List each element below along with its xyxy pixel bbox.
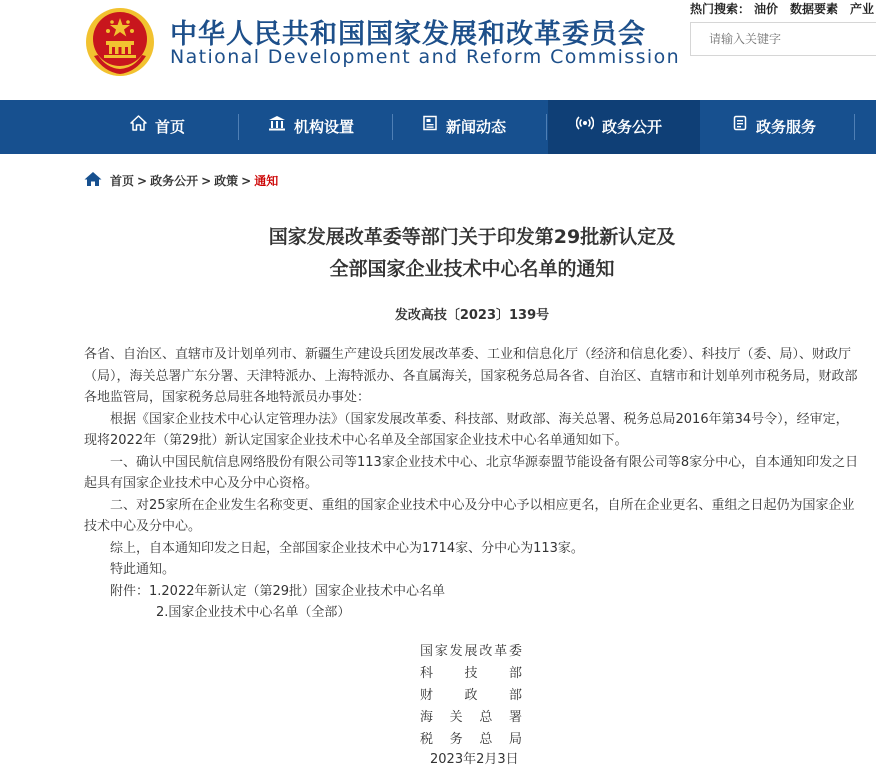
body-paragraph: 综上，自本通知印发之日起，全部国家企业技术中心为1714家、分中心为113家。 <box>110 540 584 556</box>
hot-keyword-link[interactable]: 油价 <box>754 2 779 16</box>
document-icon <box>732 99 748 153</box>
closing-line: 特此通知。 <box>110 562 176 577</box>
nav-item-label: 机构设置 <box>294 118 355 136</box>
newspaper-icon <box>422 99 438 153</box>
breadcrumb-separator: > <box>241 174 252 188</box>
attachment-link[interactable]: 2.国家企业技术中心名单（全部） <box>156 605 351 620</box>
broadcast-icon <box>576 99 594 153</box>
breadcrumb-link[interactable]: 首页 <box>110 174 135 188</box>
nav-divider <box>392 114 393 140</box>
issue-date: 2023年2月3日 <box>430 752 519 767</box>
attachment-link[interactable]: 附件：1.2022年新认定（第29批）国家企业技术中心名单 <box>110 583 446 599</box>
nav-item-label: 政务服务 <box>756 118 817 136</box>
search-input[interactable] <box>690 22 876 56</box>
breadcrumb-separator: > <box>137 174 148 188</box>
signer: 财政部 <box>420 688 522 703</box>
hot-keyword-link[interactable]: 产业 <box>850 2 875 16</box>
nav-divider <box>238 114 239 140</box>
building-icon <box>268 99 286 153</box>
home-icon[interactable] <box>84 171 102 190</box>
article-title-line1: 国家发展改革委等部门关于印发第29批新认定及 <box>268 226 676 248</box>
nav-item-label: 政务公开 <box>602 118 663 136</box>
site-title-english[interactable]: National Development and Reform Commission <box>170 46 681 68</box>
breadcrumb-link[interactable]: 政策 <box>214 174 239 188</box>
breadcrumb <box>84 172 278 190</box>
nav-item-home[interactable] <box>130 100 185 154</box>
nav-item-label: 新闻动态 <box>446 118 507 136</box>
nav-divider <box>546 114 547 140</box>
body-paragraph: 二、对25家所在企业发生名称变更、重组的国家企业技术中心及分中心予以相应更名，自所在企业更名、重组之日起仍为国家企业技术中心及分中心。 <box>84 497 855 534</box>
home-icon <box>130 99 147 153</box>
body-paragraph: 根据《国家企业技术中心认定管理办法》（国家发展改革委、科技部、财政部、海关总署、税务总局2016年第34号令），经审定，现将2022年（第29批）新认定国家企业技术中心名单及全部国家企业技术中心名单通知如下。 <box>84 411 849 448</box>
hot-search <box>690 0 876 17</box>
document-number: 发改高技〔2023〕139号 <box>394 308 550 323</box>
nav-item-news[interactable] <box>422 100 506 154</box>
breadcrumb-link[interactable]: 政务公开 <box>150 174 199 188</box>
article-body <box>84 344 860 624</box>
breadcrumb-separator: > <box>201 174 212 188</box>
signer: 国家发展改革委 <box>420 644 522 659</box>
nav-item-government-services[interactable] <box>732 100 816 154</box>
signer: 海关总署 <box>420 710 522 725</box>
nav-divider <box>854 114 855 140</box>
nav-item-organization[interactable] <box>268 100 354 154</box>
hot-search-label: 热门搜索： <box>690 2 751 16</box>
site-header <box>0 0 876 100</box>
hot-keyword-link[interactable]: 数据要素 <box>790 2 839 16</box>
signer: 税务总局 <box>420 732 522 747</box>
addressee-paragraph: 各省、自治区、直辖市及计划单列市、新疆生产建设兵团发展改革委、工业和信息化厅（经济和信息化委）、科技厅（委、局）、财政厅（局），海关总署广东分署、天津特派办、上海特派办、各直属海关，国家税务总局各省、自治区、直辖市和计划单列市税务局，财政部各地监管局，国家税务总局驻各地特派员办事处： <box>84 347 858 405</box>
nav-item-label: 首页 <box>155 118 186 136</box>
national-emblem-icon[interactable] <box>84 6 156 78</box>
signer: 科技部 <box>420 666 522 681</box>
main-nav <box>0 100 876 154</box>
nav-item-government-affairs[interactable] <box>548 100 700 154</box>
site-title-chinese[interactable]: 中华人民共和国国家发展和改革委员会 <box>170 19 646 50</box>
breadcrumb-current[interactable]: 通知 <box>254 174 279 188</box>
article-title-line2: 全部国家企业技术中心名单的通知 <box>329 258 615 280</box>
body-paragraph: 一、确认中国民航信息网络股份有限公司等113家企业技术中心、北京华源泰盟节能设备有限公司等8家分中心，自本通知印发之日起具有国家企业技术中心及分中心资格。 <box>84 454 859 491</box>
